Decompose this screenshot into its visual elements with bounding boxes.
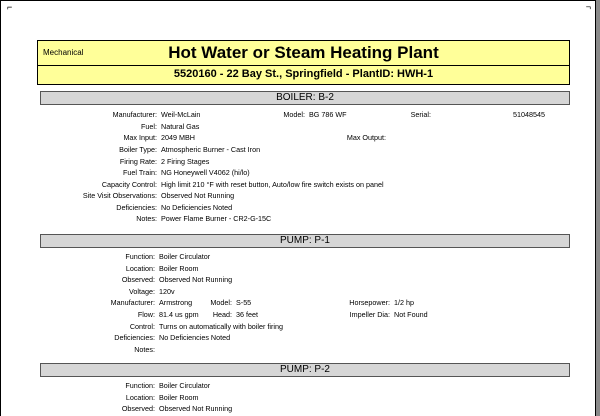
field-label: Firing Rate:: [119, 157, 157, 166]
field-label: Head:: [212, 310, 232, 319]
field-value-max-input: 2049 MBH: [161, 133, 195, 142]
field-label: Fuel Train:: [123, 168, 157, 177]
field-value-boiler-type: Atmospheric Burner - Cast Iron: [161, 145, 261, 154]
field-label: Flow:: [137, 310, 155, 319]
corner-mark-left: ⌐: [7, 2, 13, 12]
field-label: Serial:: [410, 110, 431, 119]
field-value-impeller: Not Found: [394, 310, 428, 319]
field-label: Manufacturer:: [112, 110, 157, 119]
field-label: Model:: [283, 110, 305, 119]
field-value-deficiencies: No Deficiencies Noted: [159, 333, 231, 342]
field-label: Observed:: [121, 275, 155, 284]
field-value-capacity-control: High limit 210 °F with reset button, Auto/low fire switch exists on panel: [161, 180, 384, 189]
field-value-firing-rate: 2 Firing Stages: [161, 157, 210, 166]
field-value-function: Boiler Circulator: [159, 381, 211, 390]
field-label: Deficiencies:: [114, 333, 155, 342]
field-label: Observed:: [121, 404, 155, 413]
field-value-site-visit: Observed Not Running: [161, 191, 235, 200]
page-border-top: [0, 0, 600, 1]
field-value-serial: 51048545: [513, 110, 545, 119]
field-value-voltage: 120v: [159, 287, 175, 296]
header-category: Mechanical: [43, 48, 84, 57]
field-value-fuel-train: NG Honeywell V4062 (hi/lo): [161, 168, 250, 177]
field-label: Impeller Dia:: [349, 310, 390, 319]
section-header-pump-p1: PUMP: P-1: [40, 234, 570, 248]
report-header: [37, 40, 570, 85]
page-border-left: [0, 0, 1, 416]
field-value-model: BG 786 WF: [309, 110, 347, 119]
field-label: Capacity Control:: [101, 180, 157, 189]
field-value-observed: Observed Not Running: [159, 275, 233, 284]
field-label: Deficiencies:: [116, 203, 157, 212]
field-value-control: Turns on automatically with boiler firing: [159, 322, 283, 331]
field-label: Max Input:: [123, 133, 157, 142]
field-value-flow: 81.4 us gpm: [159, 310, 199, 319]
page-shadow: [595, 0, 600, 416]
field-label: Horsepower:: [349, 298, 390, 307]
page-subtitle: 5520160 - 22 Bay St., Springfield - PlantID: HWH-1: [173, 68, 434, 80]
section-header-pump-p2: PUMP: P-2: [40, 363, 570, 377]
field-value-observed: Observed Not Running: [159, 404, 233, 413]
field-label: Site Visit Observations:: [82, 191, 157, 200]
field-label: Boiler Type:: [119, 145, 157, 154]
field-value-location: Boiler Room: [159, 393, 199, 402]
corner-mark-right: ¬: [585, 2, 591, 12]
field-label: Function:: [125, 381, 155, 390]
field-label: Function:: [125, 252, 155, 261]
field-label: Notes:: [136, 214, 157, 223]
field-label: Control:: [129, 322, 155, 331]
field-value-location: Boiler Room: [159, 264, 199, 273]
field-label: Location:: [125, 393, 155, 402]
field-label: Voltage:: [129, 287, 155, 296]
field-value-fuel: Natural Gas: [161, 122, 200, 131]
field-label: Manufacturer:: [110, 298, 155, 307]
field-value-head: 36 feet: [236, 310, 258, 319]
field-label: Model:: [210, 298, 232, 307]
field-value-horsepower: 1/2 hp: [394, 298, 414, 307]
field-value-function: Boiler Circulator: [159, 252, 211, 261]
field-value-deficiencies: No Deficiencies Noted: [161, 203, 233, 212]
field-label: Location:: [125, 264, 155, 273]
field-value-model: S-55: [236, 298, 252, 307]
field-value-manufacturer: Weil-McLain: [161, 110, 201, 119]
field-label: Notes:: [134, 345, 155, 354]
field-label: Max Output:: [346, 133, 386, 142]
field-label: Fuel:: [141, 122, 157, 131]
field-value-notes: Power Flame Burner - CR2-G-15C: [161, 214, 272, 223]
page-title: Hot Water or Steam Heating Plant: [168, 43, 439, 62]
section-header-boiler: BOILER: B-2: [40, 91, 570, 105]
field-value-manufacturer: Armstrong: [159, 298, 193, 307]
